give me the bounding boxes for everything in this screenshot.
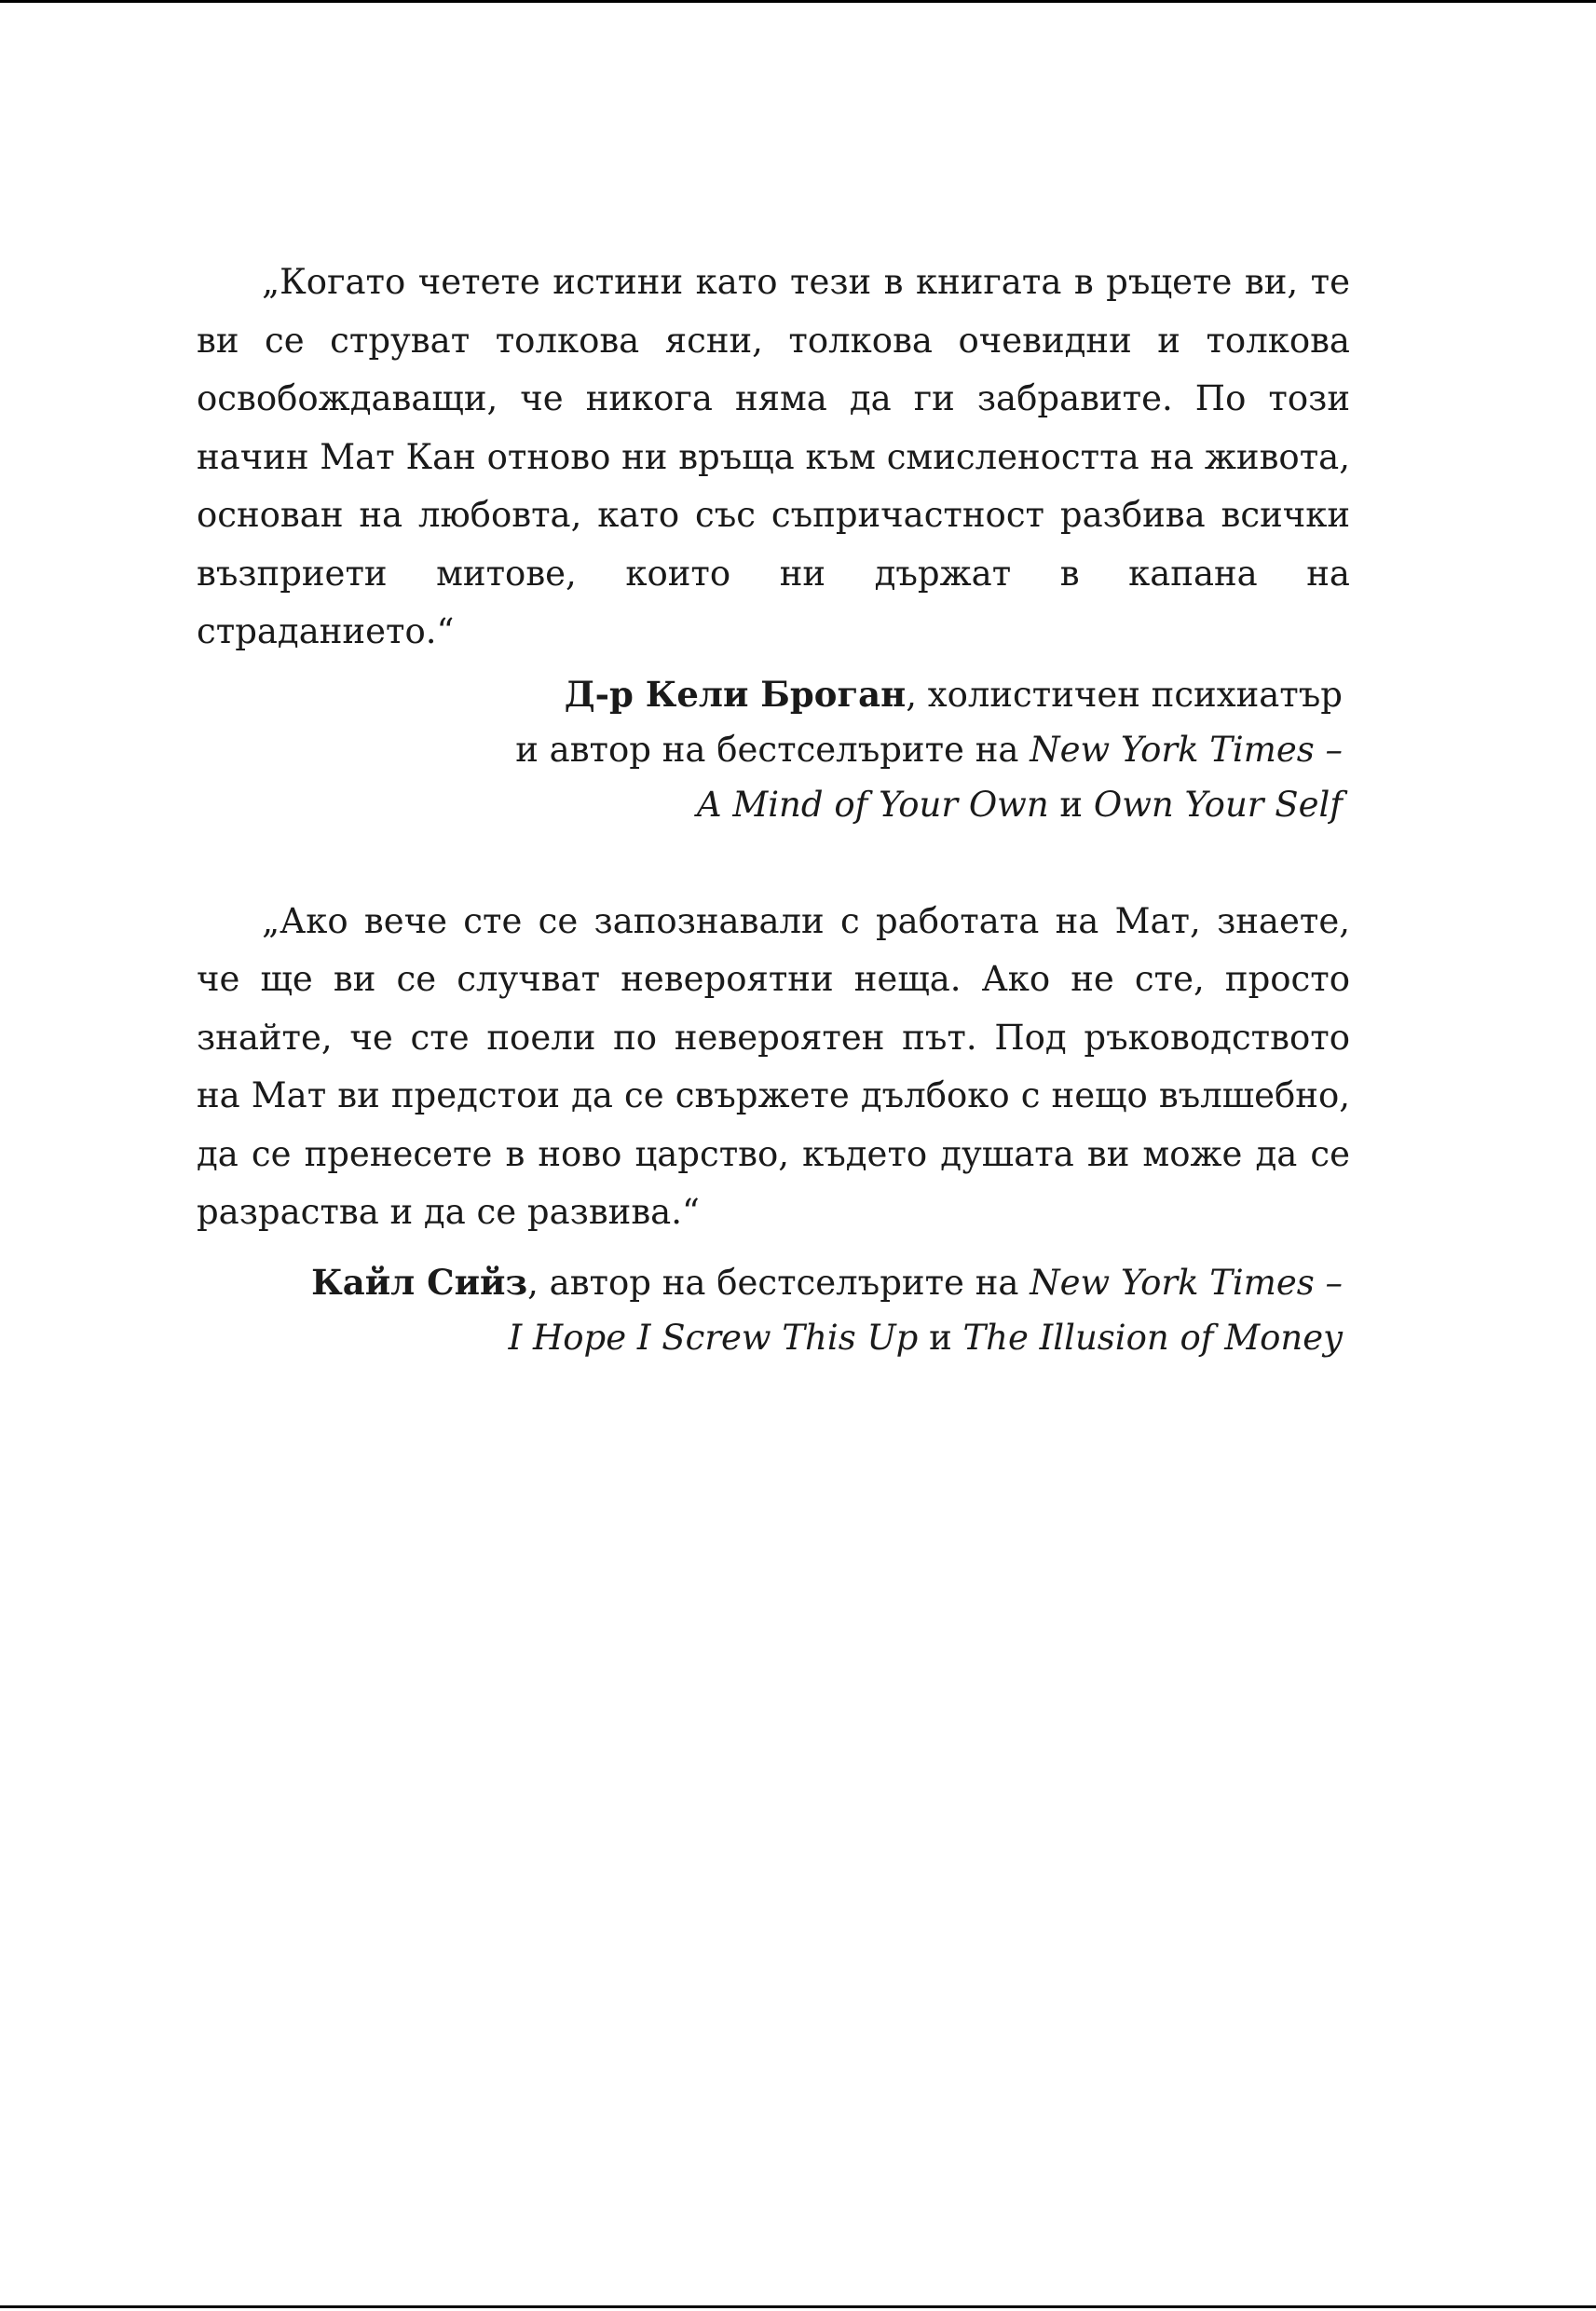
publication-name-1: New York Times – [1030, 729, 1343, 770]
attribution-1-line-3 [197, 777, 1343, 832]
attribution-1-prefix: и автор на бестселърите на [515, 729, 1030, 770]
endorsement-quote-2: „Ако вече сте се запознавали с работата на Мат, знаете, че ще ви се случват невероятни неща. Ако не сте, просто знайте, че сте поели по невероятен път. Под ръководството на Мат ви предстои да се свържете дълбоко с нещо вълшебно, да се пренесете в ново царство, където душата ви може да се разраства и да се развива.“ [197, 900, 1350, 1232]
book-title-1a: A Mind of Your Own [696, 784, 1049, 825]
endorsement-quote-1: „Когато четете истини като тези в книгата в ръцете ви, те ви се струват толкова ясни, толкова очевидни и толкова освобождаващи, че никога няма да ги забравите. По този начин Мат Кан отново ни връща към смислеността на живота, основан на любовта, като със съпричастност разбива всички възприети митове, които ни държат в капана на страданието.“ [197, 262, 1350, 651]
endorser-role-1: , холистичен психиатър [906, 674, 1343, 715]
attribution-1-line-2 [197, 722, 1343, 777]
attribution-2-line-2 [197, 1310, 1343, 1365]
bottom-rule [0, 2305, 1596, 2308]
endorsement-attribution-2 [197, 1255, 1350, 1365]
attribution-2-line-1 [197, 1255, 1343, 1310]
endorser-name-2: Кайл Сийз [311, 1261, 528, 1303]
endorser-role-2: , автор на бестселърите на [527, 1262, 1030, 1303]
endorsement-attribution-1 [197, 667, 1350, 832]
top-rule [0, 0, 1596, 3]
endorser-name-1: Д-р Кели Броган [564, 673, 907, 715]
book-title-1b: Own Your Self [1093, 784, 1343, 825]
book-title-2b: The Illusion of Money [962, 1317, 1343, 1358]
publication-name-2: New York Times – [1030, 1262, 1343, 1303]
conjunction-1: и [1048, 784, 1094, 825]
conjunction-2: и [918, 1317, 963, 1358]
book-title-2a: I Hope I Screw This Up [508, 1317, 919, 1358]
page-content [197, 253, 1350, 1365]
attribution-1-line-1 [197, 667, 1343, 722]
